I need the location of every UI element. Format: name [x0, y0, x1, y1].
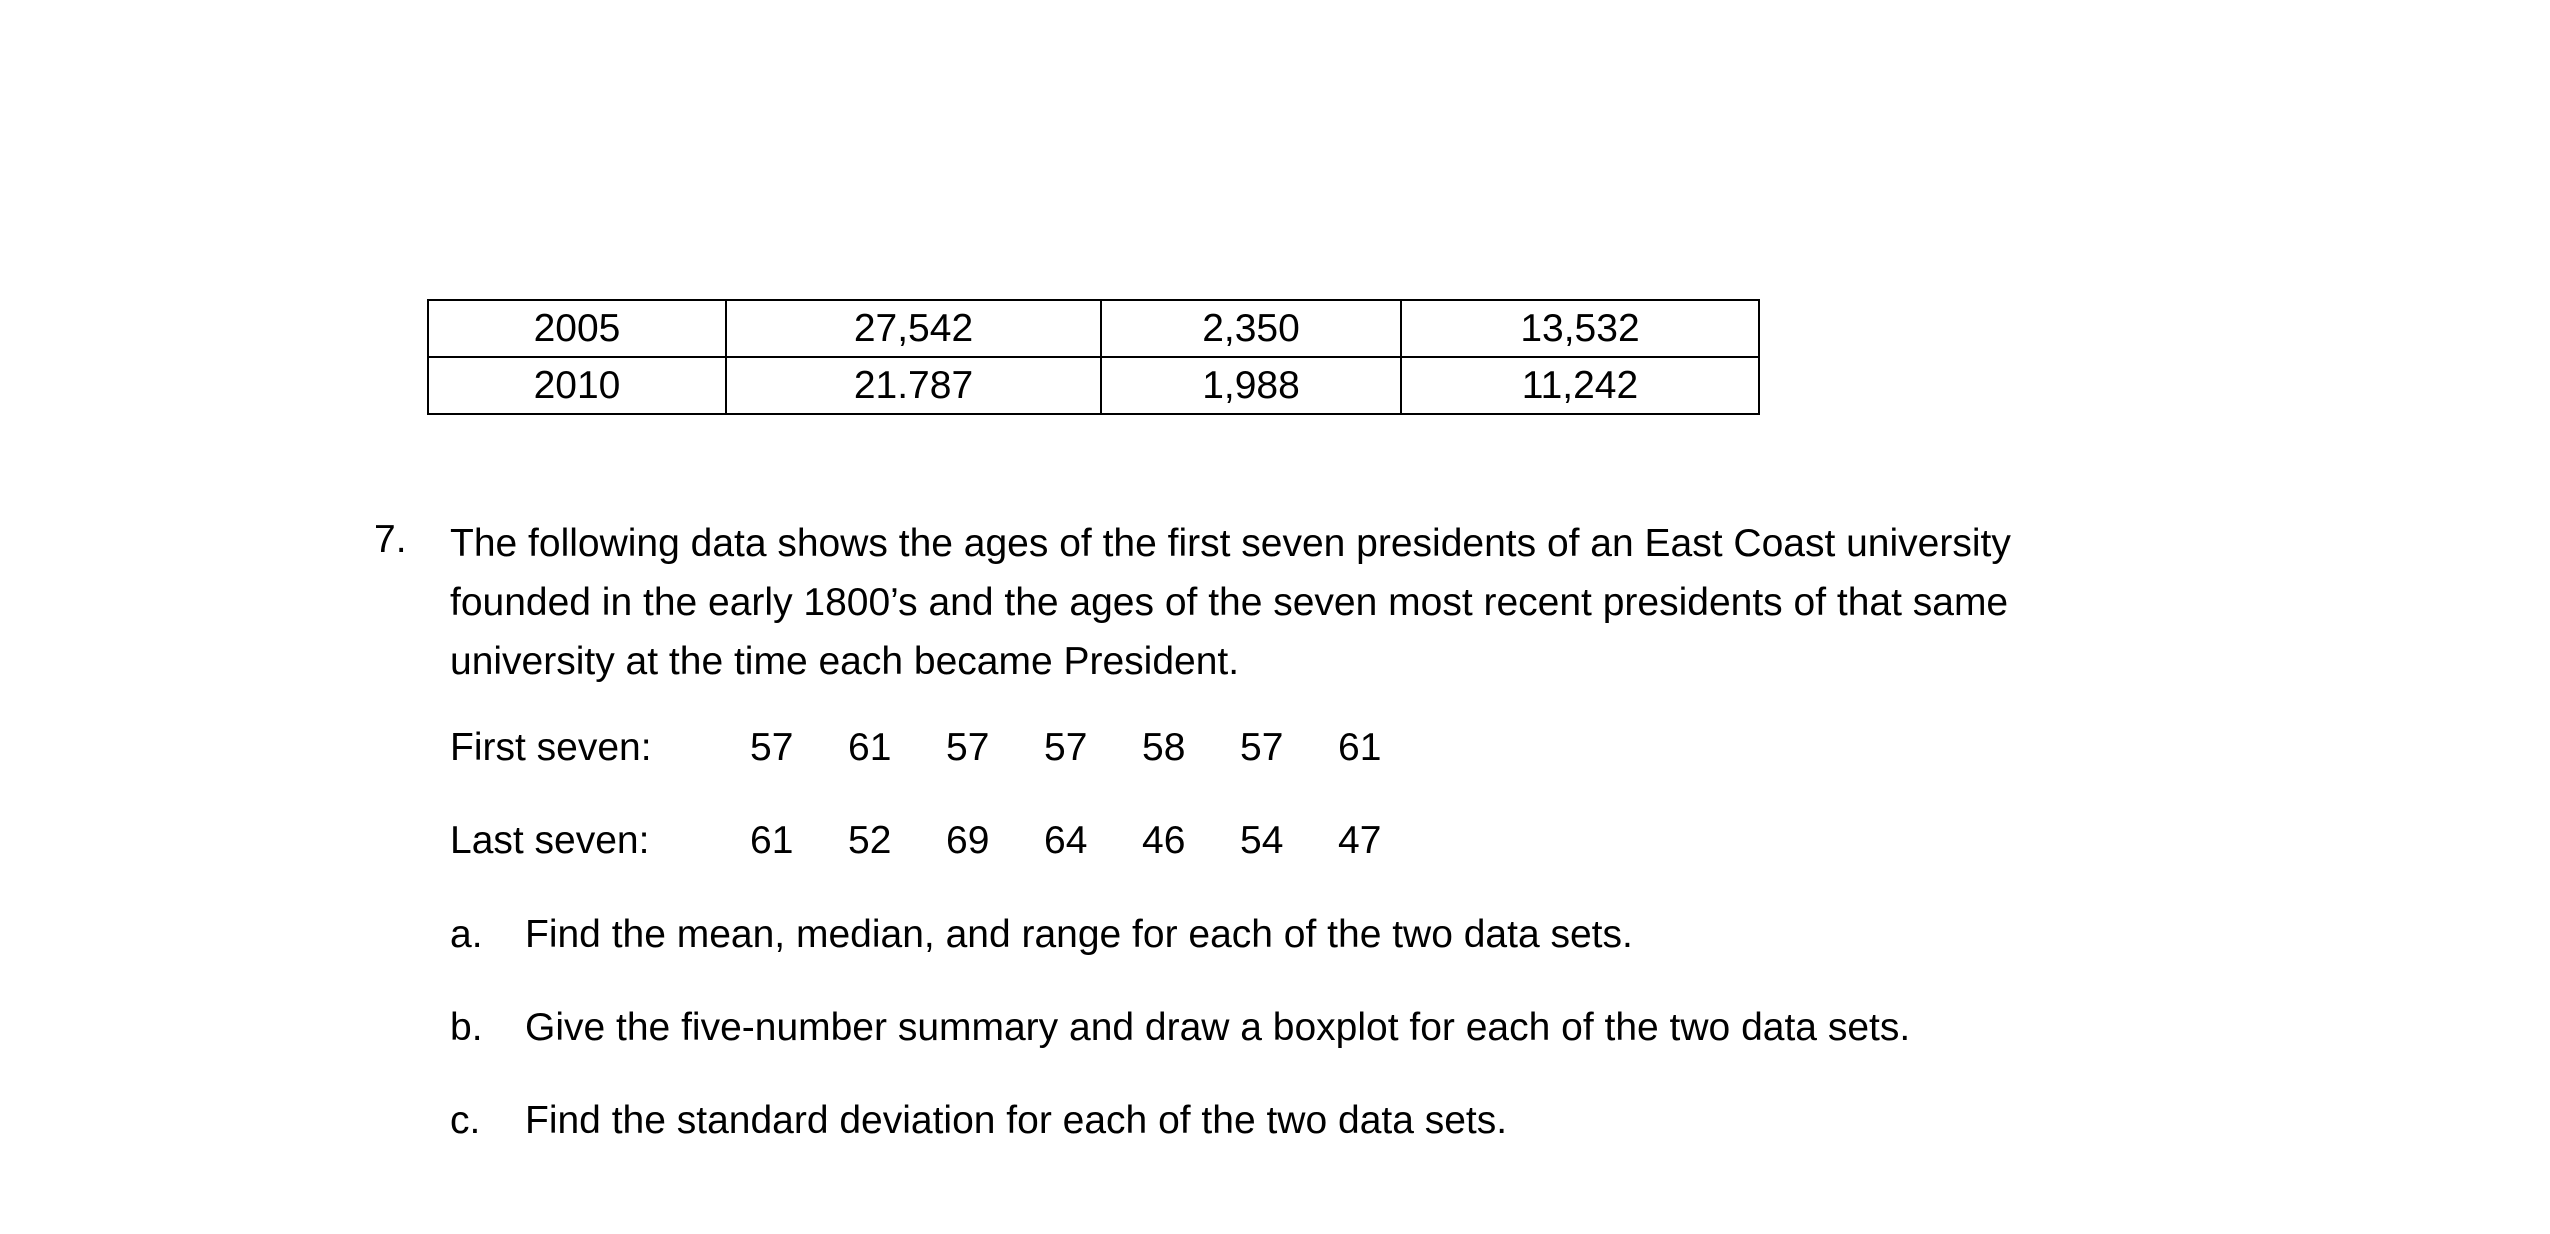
- question-line: university at the time each became President.: [450, 640, 1240, 683]
- part-c-letter: c.: [450, 1099, 481, 1142]
- last-seven-value: 61: [750, 819, 794, 862]
- table-row: [428, 357, 1759, 414]
- first-seven-value: 57: [750, 726, 794, 769]
- part-b-text: Give the five-number summary and draw a boxplot for each of the two data sets.: [525, 1006, 1911, 1049]
- first-seven-value: 61: [848, 726, 892, 769]
- first-seven-value: 57: [1240, 726, 1284, 769]
- part-a-text: Find the mean, median, and range for each of the two data sets.: [525, 913, 1633, 956]
- first-seven-value: 61: [1338, 726, 1382, 769]
- table-row: [428, 300, 1759, 357]
- table-cell: 2,350: [1101, 300, 1401, 357]
- first-seven-value: 57: [1044, 726, 1088, 769]
- first-seven-value: 58: [1142, 726, 1186, 769]
- first-seven-value: 57: [946, 726, 990, 769]
- part-b-letter: b.: [450, 1006, 483, 1049]
- last-seven-value: 46: [1142, 819, 1186, 862]
- table-cell: 2010: [428, 357, 726, 414]
- table-cell: 11,242: [1401, 357, 1759, 414]
- data-table: [427, 299, 1760, 415]
- question-number: 7.: [374, 518, 407, 561]
- table-cell: 13,532: [1401, 300, 1759, 357]
- table-cell: 2005: [428, 300, 726, 357]
- last-seven-value: 47: [1338, 819, 1382, 862]
- last-seven-value: 69: [946, 819, 990, 862]
- question-text: [450, 514, 2011, 691]
- first-seven-label: First seven:: [450, 726, 652, 769]
- table-cell: 27,542: [726, 300, 1101, 357]
- table-cell: 1,988: [1101, 357, 1401, 414]
- part-a-letter: a.: [450, 913, 483, 956]
- table-cell: 21.787: [726, 357, 1101, 414]
- part-c-text: Find the standard deviation for each of the two data sets.: [525, 1099, 1508, 1142]
- question-line: founded in the early 1800’s and the ages of the seven most recent presidents of that same: [450, 581, 2009, 624]
- last-seven-value: 54: [1240, 819, 1284, 862]
- last-seven-value: 52: [848, 819, 892, 862]
- question-line: The following data shows the ages of the first seven presidents of an East Coast university: [450, 522, 2011, 565]
- last-seven-label: Last seven:: [450, 819, 650, 862]
- last-seven-value: 64: [1044, 819, 1088, 862]
